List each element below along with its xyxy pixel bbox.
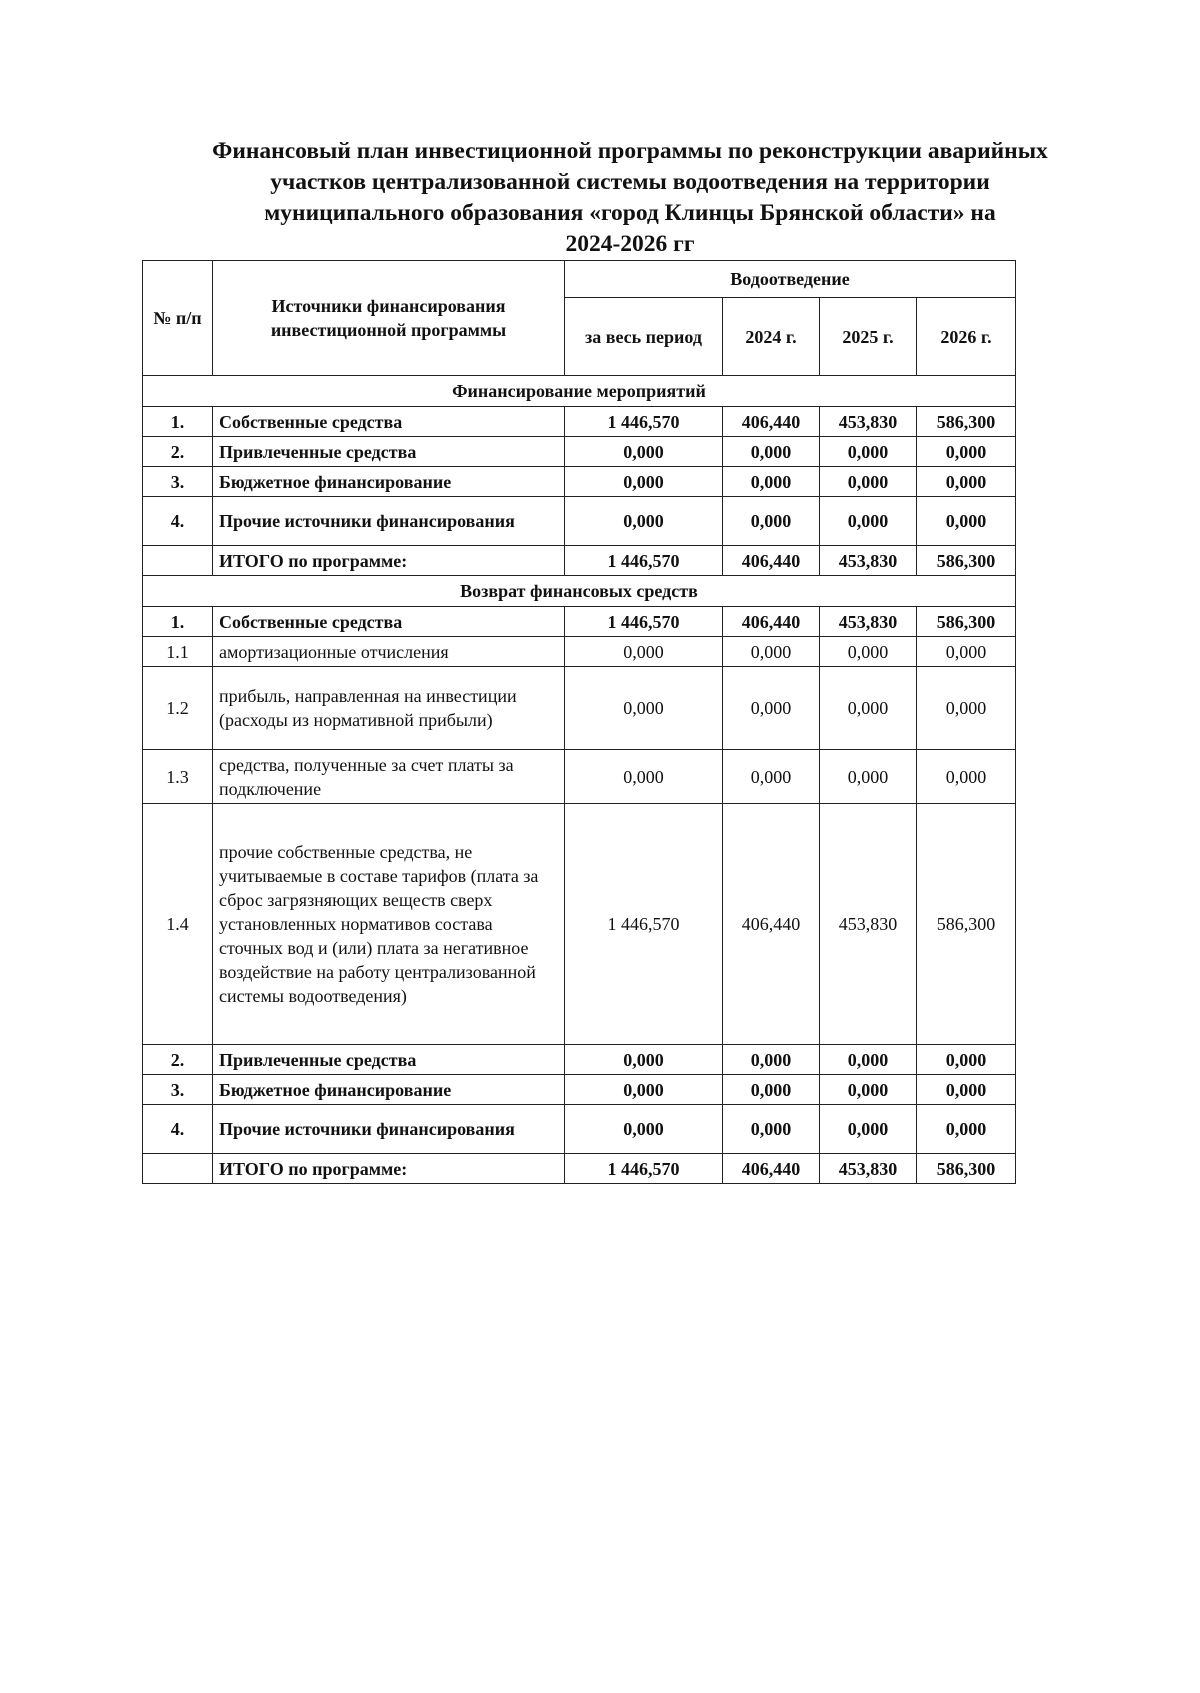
value-cell: 0,000 bbox=[820, 1045, 917, 1075]
value-cell: 0,000 bbox=[565, 467, 723, 497]
value-cell: 586,300 bbox=[917, 407, 1016, 437]
row-source-name: Привлеченные средства bbox=[213, 437, 565, 467]
value-cell: 0,000 bbox=[820, 467, 917, 497]
value-cell: 406,440 bbox=[723, 1154, 820, 1184]
title-line: участков централизованной системы водоотведения на территории bbox=[270, 169, 990, 195]
row-source-name: Собственные средства bbox=[213, 407, 565, 437]
row-number bbox=[143, 546, 213, 576]
row-source-name: прочие собственные средства, не учитываемые в составе тарифов (плата за сброс загрязняющих веществ сверх установленных нормативов состава сточных вод и (или) плата за негативное воздействие на работу централизованной системы водоотведения) bbox=[213, 804, 565, 1045]
value-cell: 0,000 bbox=[917, 750, 1016, 804]
value-cell: 406,440 bbox=[723, 804, 820, 1045]
value-cell: 1 446,570 bbox=[565, 1154, 723, 1184]
value-cell: 0,000 bbox=[723, 437, 820, 467]
table-row bbox=[143, 637, 1016, 667]
value-cell: 0,000 bbox=[723, 467, 820, 497]
row-number: 1. bbox=[143, 407, 213, 437]
value-cell: 0,000 bbox=[565, 497, 723, 546]
value-cell: 1 446,570 bbox=[565, 546, 723, 576]
value-cell: 0,000 bbox=[917, 1105, 1016, 1154]
value-cell: 586,300 bbox=[917, 607, 1016, 637]
value-cell: 0,000 bbox=[917, 1075, 1016, 1105]
financial-plan-table bbox=[142, 260, 1016, 1184]
document-title bbox=[150, 136, 1110, 260]
value-cell: 406,440 bbox=[723, 407, 820, 437]
row-number: 4. bbox=[143, 497, 213, 546]
section-row bbox=[143, 376, 1016, 407]
value-cell: 0,000 bbox=[565, 1075, 723, 1105]
value-cell: 453,830 bbox=[820, 1154, 917, 1184]
value-cell: 0,000 bbox=[820, 437, 917, 467]
row-number: 2. bbox=[143, 1045, 213, 1075]
header-group: Водоотведение bbox=[565, 261, 1016, 298]
row-source-name: Собственные средства bbox=[213, 607, 565, 637]
row-source-name: Бюджетное финансирование bbox=[213, 467, 565, 497]
table-row bbox=[143, 467, 1016, 497]
value-cell: 0,000 bbox=[565, 750, 723, 804]
table-row bbox=[143, 546, 1016, 576]
table-row bbox=[143, 1154, 1016, 1184]
header-col: за весь период bbox=[565, 298, 723, 376]
header-source: Источники финансирования инвестиционной программы bbox=[213, 261, 565, 376]
value-cell: 0,000 bbox=[723, 1105, 820, 1154]
row-number: 1.4 bbox=[143, 804, 213, 1045]
header-row bbox=[143, 261, 1016, 298]
row-source-name: ИТОГО по программе: bbox=[213, 1154, 565, 1184]
table-row bbox=[143, 607, 1016, 637]
value-cell: 0,000 bbox=[565, 667, 723, 750]
row-number: 1.1 bbox=[143, 637, 213, 667]
table-row bbox=[143, 1075, 1016, 1105]
row-number: 3. bbox=[143, 1075, 213, 1105]
value-cell: 0,000 bbox=[917, 667, 1016, 750]
table-row bbox=[143, 750, 1016, 804]
value-cell: 0,000 bbox=[723, 497, 820, 546]
value-cell: 0,000 bbox=[723, 1075, 820, 1105]
value-cell: 453,830 bbox=[820, 804, 917, 1045]
value-cell: 1 446,570 bbox=[565, 607, 723, 637]
value-cell: 0,000 bbox=[820, 1105, 917, 1154]
row-number bbox=[143, 1154, 213, 1184]
value-cell: 0,000 bbox=[917, 467, 1016, 497]
title-line: 2024-2026 гг bbox=[565, 231, 695, 257]
section-title: Возврат финансовых средств bbox=[143, 576, 1016, 607]
value-cell: 406,440 bbox=[723, 607, 820, 637]
table-row bbox=[143, 1105, 1016, 1154]
table-row bbox=[143, 407, 1016, 437]
row-number: 4. bbox=[143, 1105, 213, 1154]
row-source-name: Бюджетное финансирование bbox=[213, 1075, 565, 1105]
row-number: 1.3 bbox=[143, 750, 213, 804]
section-row bbox=[143, 576, 1016, 607]
value-cell: 0,000 bbox=[820, 750, 917, 804]
value-cell: 0,000 bbox=[565, 437, 723, 467]
row-source-name: прибыль, направленная на инвестиции (расходы из нормативной прибыли) bbox=[213, 667, 565, 750]
table-row bbox=[143, 1045, 1016, 1075]
section2-body bbox=[143, 607, 1016, 1184]
table-row bbox=[143, 667, 1016, 750]
value-cell: 0,000 bbox=[917, 437, 1016, 467]
value-cell: 453,830 bbox=[820, 407, 917, 437]
value-cell: 0,000 bbox=[723, 667, 820, 750]
row-source-name: Привлеченные средства bbox=[213, 1045, 565, 1075]
title-line: Финансовый план инвестиционной программы по реконструкции аварийных bbox=[212, 138, 1048, 164]
section-title: Финансирование мероприятий bbox=[143, 376, 1016, 407]
value-cell: 1 446,570 bbox=[565, 407, 723, 437]
value-cell: 0,000 bbox=[565, 1045, 723, 1075]
value-cell: 0,000 bbox=[723, 637, 820, 667]
value-cell: 0,000 bbox=[565, 1105, 723, 1154]
value-cell: 0,000 bbox=[917, 1045, 1016, 1075]
row-source-name: ИТОГО по программе: bbox=[213, 546, 565, 576]
value-cell: 586,300 bbox=[917, 804, 1016, 1045]
row-source-name: средства, полученные за счет платы за подключение bbox=[213, 750, 565, 804]
row-source-name: амортизационные отчисления bbox=[213, 637, 565, 667]
section1-body bbox=[143, 407, 1016, 576]
table-row bbox=[143, 497, 1016, 546]
value-cell: 586,300 bbox=[917, 1154, 1016, 1184]
value-cell: 0,000 bbox=[820, 497, 917, 546]
header-col: 2025 г. bbox=[820, 298, 917, 376]
value-cell: 453,830 bbox=[820, 607, 917, 637]
header-num: № п/п bbox=[143, 261, 213, 376]
row-number: 2. bbox=[143, 437, 213, 467]
value-cell: 586,300 bbox=[917, 546, 1016, 576]
value-cell: 0,000 bbox=[917, 497, 1016, 546]
value-cell: 1 446,570 bbox=[565, 804, 723, 1045]
value-cell: 453,830 bbox=[820, 546, 917, 576]
row-number: 1.2 bbox=[143, 667, 213, 750]
value-cell: 0,000 bbox=[820, 1075, 917, 1105]
row-source-name: Прочие источники финансирования bbox=[213, 1105, 565, 1154]
table-row bbox=[143, 804, 1016, 1045]
value-cell: 0,000 bbox=[917, 637, 1016, 667]
title-line: муниципального образования «город Клинцы Брянской области» на bbox=[264, 200, 996, 226]
value-cell: 0,000 bbox=[820, 667, 917, 750]
value-cell: 406,440 bbox=[723, 546, 820, 576]
row-number: 3. bbox=[143, 467, 213, 497]
row-source-name: Прочие источники финансирования bbox=[213, 497, 565, 546]
row-number: 1. bbox=[143, 607, 213, 637]
header-col: 2026 г. bbox=[917, 298, 1016, 376]
table-row bbox=[143, 437, 1016, 467]
header-col: 2024 г. bbox=[723, 298, 820, 376]
value-cell: 0,000 bbox=[723, 750, 820, 804]
value-cell: 0,000 bbox=[565, 637, 723, 667]
value-cell: 0,000 bbox=[723, 1045, 820, 1075]
value-cell: 0,000 bbox=[820, 637, 917, 667]
